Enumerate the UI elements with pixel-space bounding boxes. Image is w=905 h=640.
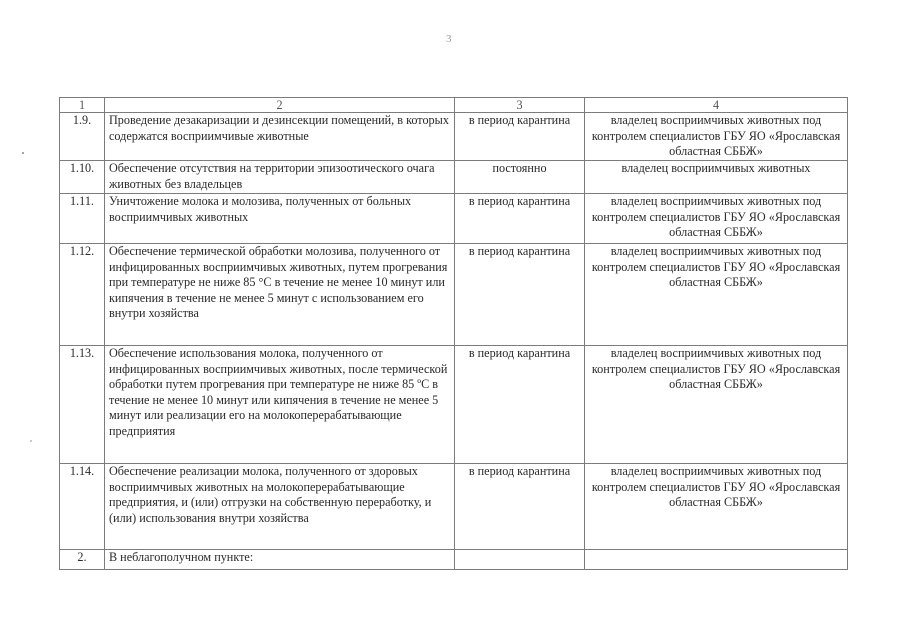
table-row xyxy=(60,113,848,161)
row-responsible: владелец восприимчивых животных xyxy=(585,161,848,194)
row-number: 1.11. xyxy=(60,194,105,244)
row-measure: Уничтожение молока и молозива, полученных от больных восприимчивых животных xyxy=(105,194,455,244)
row-period: постоянно xyxy=(455,161,585,194)
scan-speck xyxy=(30,440,32,442)
row-period: в период карантина xyxy=(455,113,585,161)
scan-speck xyxy=(22,152,24,154)
table-row xyxy=(60,161,848,194)
row-measure: Обеспечение отсутствия на территории эпизоотического очага животных без владельцев xyxy=(105,161,455,194)
table-row xyxy=(60,346,848,464)
row-responsible: владелец восприимчивых животных под контролем специалистов ГБУ ЯО «Ярославская областная СББЖ» xyxy=(585,464,848,550)
row-number: 1.13. xyxy=(60,346,105,464)
row-responsible: владелец восприимчивых животных под контролем специалистов ГБУ ЯО «Ярославская областная СББЖ» xyxy=(585,194,848,244)
row-responsible: владелец восприимчивых животных под контролем специалистов ГБУ ЯО «Ярославская областная СББЖ» xyxy=(585,244,848,346)
row-measure: Проведение дезакаризации и дезинсекции помещений, в которых содержатся восприимчивые животные xyxy=(105,113,455,161)
table-row xyxy=(60,244,848,346)
row-period: в период карантина xyxy=(455,244,585,346)
column-header-period: 3 xyxy=(455,98,585,113)
row-number: 1.12. xyxy=(60,244,105,346)
row-measure: В неблагополучном пункте: xyxy=(105,550,455,570)
row-measure: Обеспечение использования молока, полученного от инфицированных восприимчивых животных, после термической обработки путем прогревания при температуре не ниже 85 ºС в течение не менее 10 минут или кипячения в течение не менее 5 минут или реализации его на молокоперерабатывающие предприятия xyxy=(105,346,455,464)
column-header-measure: 2 xyxy=(105,98,455,113)
row-number: 1.9. xyxy=(60,113,105,161)
row-measure: Обеспечение термической обработки молозива, полученного от инфицированных восприимчивых животных, путем прогревания при температуре не ниже 85 °С в течение не менее 10 минут или кипячения в течение не менее 5 минут с использованием его внутри хозяйства xyxy=(105,244,455,346)
row-number: 1.10. xyxy=(60,161,105,194)
column-header-responsible: 4 xyxy=(585,98,848,113)
column-header-number: 1 xyxy=(60,98,105,113)
table-row xyxy=(60,194,848,244)
row-responsible: владелец восприимчивых животных под контролем специалистов ГБУ ЯО «Ярославская областная СББЖ» xyxy=(585,113,848,161)
row-period xyxy=(455,550,585,570)
table-row xyxy=(60,464,848,550)
row-number: 1.14. xyxy=(60,464,105,550)
row-measure: Обеспечение реализации молока, полученного от здоровых восприимчивых животных на молокоперерабатывающие предприятия, и (или) отгрузки на собственную переработку, и (или) использования внутри хозяйства xyxy=(105,464,455,550)
table-header-row xyxy=(60,98,848,113)
table-row xyxy=(60,550,848,570)
row-number: 2. xyxy=(60,550,105,570)
row-period: в период карантина xyxy=(455,464,585,550)
row-responsible: владелец восприимчивых животных под контролем специалистов ГБУ ЯО «Ярославская областная СББЖ» xyxy=(585,346,848,464)
page-number: 3 xyxy=(446,33,452,45)
row-responsible xyxy=(585,550,848,570)
measures-table xyxy=(59,97,848,570)
row-period: в период карантина xyxy=(455,194,585,244)
row-period: в период карантина xyxy=(455,346,585,464)
